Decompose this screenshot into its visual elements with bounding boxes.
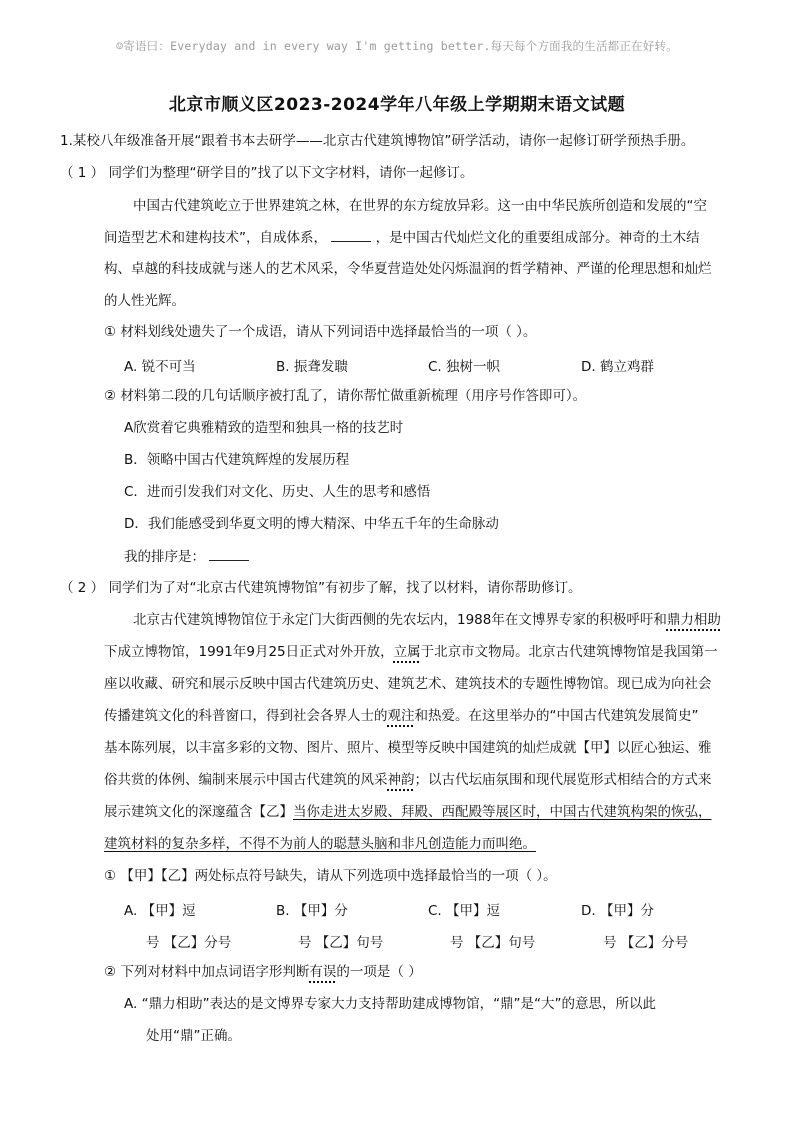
punct-option-b-cont: 号 【乙】句号 [298, 935, 384, 951]
answer-a-line2: 处用“鼎”正确。 [146, 1028, 241, 1044]
passage2-line7-a: 展示建筑文化的深邃蕴含【乙】 [104, 804, 293, 820]
passage2-line5: 基本陈列展，以丰富多彩的文物、图片、照片、模型等反映中国建筑的灿烂成就【甲】以匠心独运、雅 [104, 740, 712, 756]
punct-option-c-cont: 号 【乙】句号 [450, 935, 536, 951]
punct-option-a: A. 【甲】逗 [124, 903, 196, 919]
dotted-word-lishu: 立属 [393, 644, 421, 660]
passage2-line4 [104, 706, 699, 726]
passage1-line3: 构、卓越的科技成就与迷人的艺术风采，令华夏营造处处闪烁温润的哲学精神、严谨的伦理思想和灿烂 [104, 261, 712, 277]
sort-item-a: A欣赏着它典雅精致的造型和独具一格的技艺时 [124, 420, 404, 436]
sub-question-4 [104, 962, 422, 982]
part-1-label: （ 1 ） 同学们为整理“研学目的”找了以下文字材料，请你一起修订。 [60, 165, 474, 181]
option-c: C. 独树一帜 [428, 359, 501, 375]
passage1-line2-b: ，是中国古代灿烂文化的重要组成部分。神奇的土木结 [375, 230, 700, 246]
part-2-label: （ 2 ） 同学们为了对“北京古代建筑博物馆”有初步了解，找了以材料，请你帮助修订。 [60, 580, 582, 596]
passage2-line8 [104, 834, 536, 854]
sort-item-c: C．进而引发我们对文化、历史、人生的思考和感悟 [124, 484, 431, 500]
answer-blank[interactable] [331, 227, 371, 242]
passage2-line1 [133, 610, 721, 630]
passage2-line7 [104, 802, 712, 822]
passage1-line2 [104, 227, 700, 248]
passage2-line4-c: 和热爱。在这里举办的“中国古代建筑发展简史” [414, 708, 699, 724]
dotted-word-shenyun: 神韵 [387, 772, 415, 788]
sort-answer-blank[interactable] [209, 546, 249, 561]
option-d: D. 鹤立鸡群 [581, 359, 654, 375]
punct-option-d: D. 【甲】分 [581, 903, 654, 919]
passage2-line6-a: 俗共赏的体例、编制来展示中国古代建筑的风采 [104, 772, 388, 788]
passage2-line6-c: ；以古代坛庙氛围和现代展览形式相结合的方式来 [414, 772, 712, 788]
sub-question-1: ① 材料划线处遗失了一个成语，请从下列词语中选择最恰当的一项（ ）。 [104, 324, 537, 340]
sub-question-2: ② 材料第二段的几句话顺序被打乱了，请你帮忙做重新梳理（用序号作答即可）。 [104, 388, 587, 404]
passage1-line1: 中国古代建筑屹立于世界建筑之林，在世界的东方绽放异彩。这一由中华民族所创造和发展的“空 [133, 198, 707, 214]
question-1-intro: 1.某校八年级准备开展“跟着书本去研学——北京古代建筑博物馆”研学活动，请你一起修订研学预热手册。 [60, 133, 695, 149]
dotted-word-youwu: 有误 [309, 964, 337, 980]
passage2-line3: 座以收藏、研究和展示反映中国古代建筑历史、建筑艺术、建筑技术的专题性博物馆。现已成为向社会 [104, 676, 712, 692]
passage2-line6 [104, 770, 712, 790]
punct-option-c: C. 【甲】逗 [428, 903, 501, 919]
sub-question-4-a: ② 下列对材料中加点词语字形判断 [104, 964, 310, 980]
punct-option-b: B. 【甲】分 [276, 903, 348, 919]
underlined-sentence-part1: 当你走进太岁殿、拜殿、西配殿等展区时，中国古代建筑构架的恢弘， [293, 804, 712, 820]
passage2-line2 [104, 642, 718, 662]
passage2-line1-a: 北京古代建筑博物馆位于永定门大街西侧的先农坛内，1988年在文博界专家的积极呼吁和 [133, 612, 667, 628]
passage1-line4: 的人性光辉。 [104, 293, 185, 309]
passage2-line2-c: 于北京市文物局。北京古代建筑博物馆是我国第一 [420, 644, 718, 660]
underlined-sentence-part2: 建筑材料的复杂多样，不得不为前人的聪慧头脑和非凡创造能力而叫绝。 [104, 836, 536, 852]
dotted-word-dingli: 鼎力相助 [666, 612, 721, 628]
dotted-word-guanzhu: 观注 [387, 708, 415, 724]
sub-question-3: ① 【甲】【乙】两处标点符号缺失，请从下列选项中选择最恰当的一项（ ）。 [104, 868, 557, 884]
sort-answer-label: 我的排序是： [124, 549, 205, 565]
answer-a-line1: A. “鼎力相助”表达的是文博界专家大力支持帮助建成博物馆，“鼎”是“大”的意思，所以此 [124, 996, 657, 1012]
passage1-line2-a: 间造型艺术和建构技术”，自成体系， [104, 230, 327, 246]
option-b: B. 振聋发聩 [276, 359, 348, 375]
punct-option-a-cont: 号 【乙】分号 [146, 935, 232, 951]
passage2-line2-a: 下成立博物馆，1991年9月25日正式对外开放， [104, 644, 394, 660]
header-motto: ☺寄语曰：Everyday and in every way I'm getting better.每天每个方面我的生活都正在好转。 [116, 39, 678, 53]
option-a: A. 锐不可当 [124, 359, 196, 375]
punct-option-d-cont: 号 【乙】分号 [603, 935, 689, 951]
page-title: 北京市顺义区2023-2024学年八年级上学期期末语文试题 [168, 95, 626, 115]
sort-item-d: D．我们能感受到华夏文明的博大精深、中华五千年的生命脉动 [124, 516, 499, 532]
sub-question-4-c: 的一项是（ ） [336, 964, 422, 980]
passage2-line4-a: 传播建筑文化的科普窗口，得到社会各界人士的 [104, 708, 388, 724]
sort-answer [124, 546, 249, 567]
sort-item-b: B．领略中国古代建筑辉煌的发展历程 [124, 452, 350, 468]
